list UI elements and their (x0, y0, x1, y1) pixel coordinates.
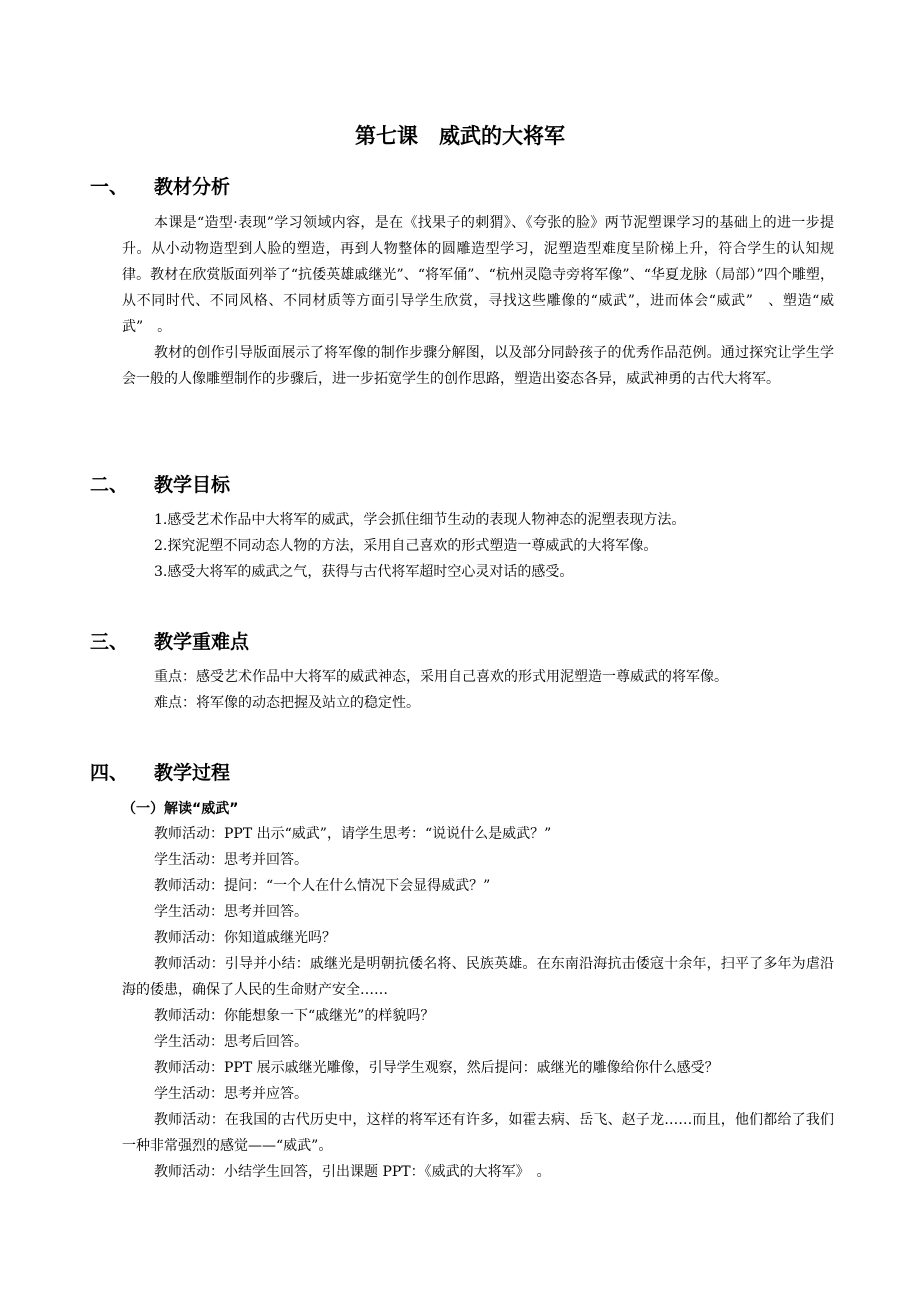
process-line: 教师活动：PPT 出示“威武”，请学生思考：“说说什么是威武？” (154, 826, 552, 842)
objective-item: 2.探究泥塑不同动态人物的方法，采用自己喜欢的形式塑造一尊威武的大将军像。 (154, 538, 658, 554)
section-heading-analysis (90, 172, 230, 199)
section-title: 教学过程 (154, 762, 231, 784)
analysis-paragraph-1: 本课是“造型·表现”学习领域内容，是在《找果子的刺猬》、《夸张的脸》两节泥塑课学习的基础上的进一步提升。从小动物造型到人脸的塑造，再到人物整体的圆雕造型学习，泥塑造型难度呈阶梯上升，符合学生的认知规律。教材在欣赏版面列举了“抗倭英雄戚继光”、“将军俑”、“杭州灵隐寺旁将军像”、“华夏龙脉（局部）”四个雕塑，从不同时代、不同风格、不同材质等方面引导学生欣赏，寻找这些雕像的“威武”，进而体会“威武” 、塑造“威武” 。 (122, 215, 834, 335)
process-line: 学生活动：思考后回答。 (154, 1034, 308, 1050)
analysis-paragraph-2: 教材的创作引导版面展示了将军像的制作步骤分解图，以及部分同龄孩子的优秀作品范例。通过探究让学生学会一般的人像雕塑制作的步骤后，进一步拓宽学生的创作思路，塑造出姿态各异，威武神勇的古代大将军。 (122, 345, 834, 387)
process-line: 学生活动：思考并回答。 (154, 852, 308, 868)
page-title: 第七课 威武的大将军 (355, 124, 565, 148)
section-title: 教学目标 (154, 474, 231, 496)
process-line: 教师活动：引导并小结：戚继光是明朝抗倭名将、民族英雄。在东南沿海抗击倭寇十余年，扫平了多年为虐沿海的倭患，确保了人民的生命财产安全…… (122, 956, 834, 998)
objective-item: 3.感受大将军的威武之气，获得与古代将军超时空心灵对话的感受。 (154, 564, 574, 580)
key-point: 重点：感受艺术作品中大将军的威武神态，采用自己喜欢的形式用泥塑造一尊威武的将军像。 (154, 669, 728, 685)
process-line: 教师活动：PPT 展示戚继光雕像，引导学生观察，然后提问：戚继光的雕像给你什么感受？ (154, 1060, 719, 1076)
process-line: 教师活动：在我国的古代历史中，这样的将军还有许多，如霍去病、岳飞、赵子龙……而且，他们都给了我们一种非常强烈的感觉——“威武”。 (122, 1112, 834, 1154)
section-number: 三、 (90, 631, 129, 653)
section-number: 二、 (90, 474, 129, 496)
process-line: 教师活动：小结学生回答，引出课题 PPT：《威武的大将军》 。 (154, 1164, 551, 1180)
process-line: 学生活动：思考并回答。 (154, 904, 308, 920)
process-subheading: （一）解读“威武” (122, 801, 239, 817)
section-number: 一、 (90, 176, 129, 198)
process-line: 教师活动：你知道戚继光吗？ (154, 930, 336, 946)
section-heading-objectives (90, 470, 230, 497)
process-line: 学生活动：思考并应答。 (154, 1086, 308, 1102)
difficulty-point: 难点：将军像的动态把握及站立的稳定性。 (154, 695, 420, 711)
section-heading-process (90, 758, 230, 785)
section-heading-difficulties (90, 627, 249, 654)
section-title: 教学重难点 (154, 631, 250, 653)
section-number: 四、 (90, 762, 129, 784)
process-line: 教师活动：提问：“一个人在什么情况下会显得威武？” (154, 878, 491, 894)
process-line: 教师活动：你能想象一下“戚继光”的样貌吗？ (154, 1008, 435, 1024)
section-title: 教材分析 (154, 176, 231, 198)
objective-item: 1.感受艺术作品中大将军的威武，学会抓住细节生动的表现人物神态的泥塑表现方法。 (154, 512, 686, 528)
